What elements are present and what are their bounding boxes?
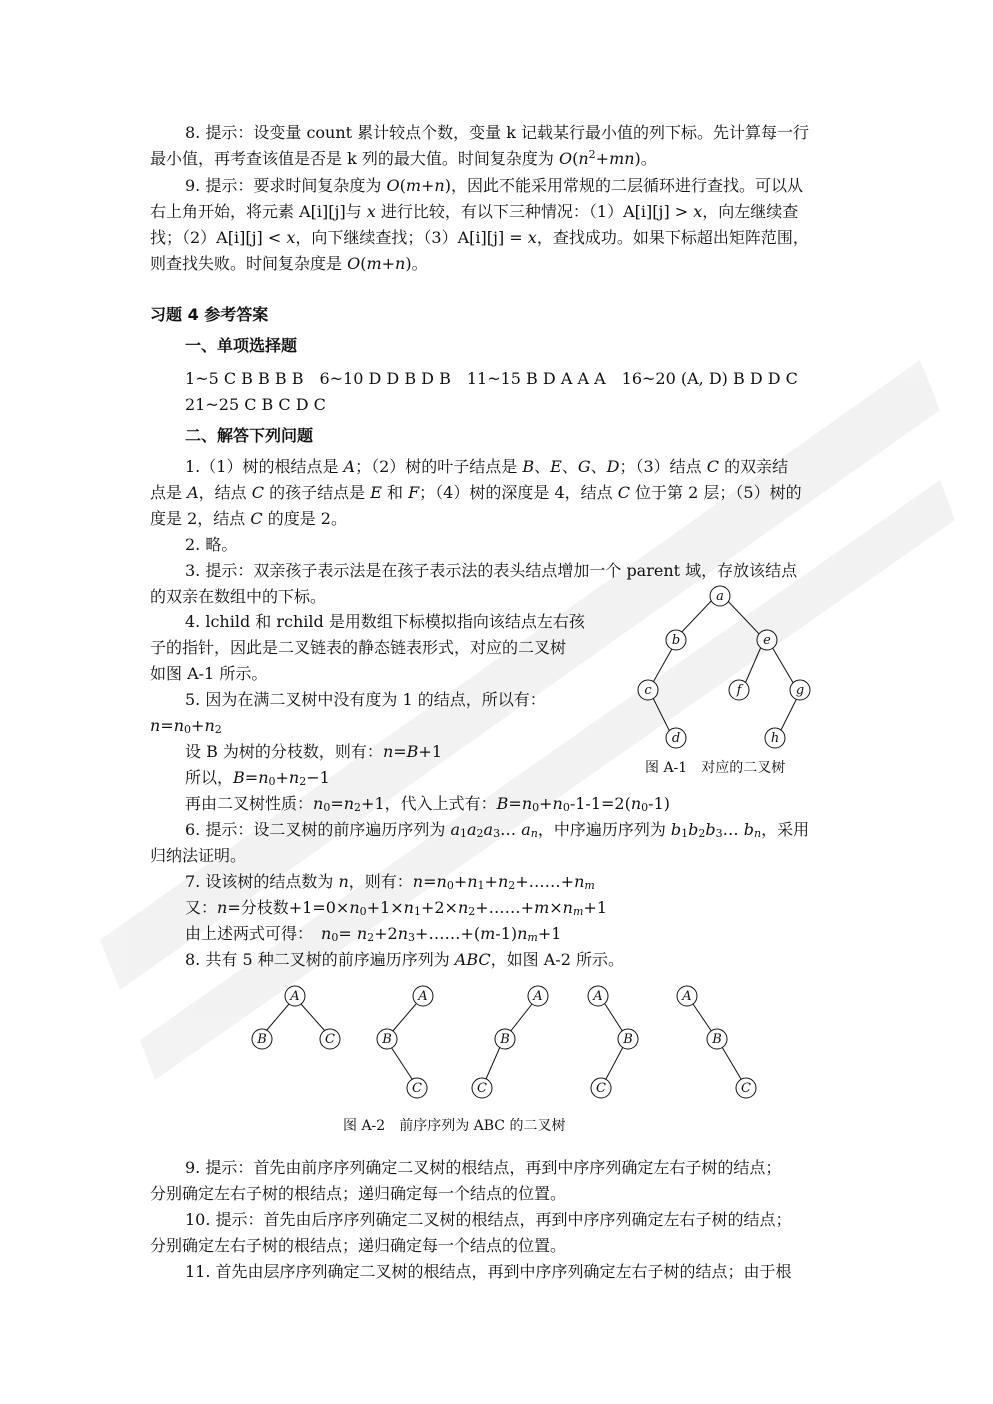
edge-e-f [744, 647, 761, 686]
tree-4 [588, 986, 638, 1098]
line-q5-e: 再由二叉树性质：$n_0=n_2+1$，代入上式有：$B=n_0+n_0-1-1=2(n_0-1)$ [185, 794, 670, 814]
node-a-label: a [716, 589, 724, 604]
line-q9-hint-3: 找；（2）A[i][j] < x，向下继续查找；（3）A[i][j] = x，查找成功。如果下标超出矩阵范围， [150, 228, 809, 247]
line-q1-c: 度是 2，结点 C 的度是 2。 [150, 509, 347, 528]
tree-5 [677, 986, 756, 1098]
edge-a-b [677, 597, 715, 637]
figure-a1-caption: 图 A-1 对应的二叉树 [645, 760, 786, 776]
tree-3 [472, 986, 548, 1098]
figure-a1-binary-tree [620, 582, 830, 752]
line-q10-b: 分别确定左右子树的根结点；递归确定每一个结点的位置。 [150, 1236, 567, 1255]
line-q5-c: 设 B 为树的分枝数，则有：n=B+1 [185, 742, 443, 761]
line-q7-a: 7. 设该树的结点数为 n，则有：$n=n_0+n_1+n_2+\dots\dots+n_m$ [185, 872, 595, 892]
tree2-node-a: A [418, 989, 428, 1004]
edge-e-g [772, 647, 795, 686]
node-a [710, 586, 730, 606]
line-q1-b: 点是 A，结点 C 的孩子结点是 E 和 F；（4）树的深度是 4，结点 C 位于第 2 层；（5）树的 [150, 483, 802, 502]
line-q9-hint-4: 则查找失败。时间复杂度是 O(m+n)。 [150, 254, 428, 273]
node-g-label: g [795, 683, 805, 698]
section-questions-heading: 二、解答下列问题 [185, 426, 314, 445]
node-d [666, 728, 686, 748]
node-h-label: h [770, 731, 780, 746]
edge-a-e [724, 597, 762, 637]
line-q5-a: 5. 因为在满二叉树中没有度为 1 的结点，所以有： [185, 690, 546, 709]
tree2-node-b: B [382, 1032, 392, 1047]
tree1-node-c: C [325, 1032, 335, 1047]
line-q2: 2. 略。 [185, 535, 238, 554]
node-f [729, 680, 749, 700]
line-q1-a: 1.（1）树的根结点是 A；（2）树的叶子结点是 B、E、G、D；（3）结点 C 的双亲结 [185, 457, 789, 476]
tree1-node-a: A [290, 989, 300, 1004]
section-single-choice-heading: 一、单项选择题 [185, 336, 298, 355]
tree5-node-b: B [712, 1032, 722, 1047]
tree-2 [377, 986, 433, 1098]
line-q8-hint-1: 8. 提示：设变量 count 累计较点个数，变量 k 记载某行最小值的列下标。先计算每一行 [185, 123, 810, 142]
node-e [757, 630, 777, 650]
tree4-node-a: A [593, 989, 603, 1004]
node-c-label: c [644, 683, 652, 698]
tree-1 [252, 986, 340, 1049]
line-q8-hint-2: 最小值，再考查该值是否是 k 列的最大值。时间复杂度为 $O(n^2+mn)$。 [150, 148, 657, 168]
line-q9-a: 9. 提示：首先由前序序列确定二叉树的根结点，再到中序序列确定左右子树的结点； [185, 1158, 782, 1177]
line-q9-hint-1: 9. 提示：要求时间复杂度为 O(m+n)，因此不能采用常规的二层循环进行查找。可以从 [185, 176, 803, 195]
node-g [790, 680, 810, 700]
line-q7-b: 又：n=分枝数$+1=0\times n_0+1\times n_1+2\times n_2+\dots\dots+m\times n_m+1$ [185, 898, 607, 918]
node-b-label: b [671, 633, 681, 648]
line-q8: 8. 共有 5 种二叉树的前序遍历序列为 ABC，如图 A-2 所示。 [185, 950, 624, 969]
tree2-node-c: C [412, 1081, 422, 1096]
answer-line-2: 21~25 C B C D C [185, 395, 326, 414]
tree4-node-b: B [623, 1032, 633, 1047]
line-q9-b: 分别确定左右子树的根结点；递归确定每一个结点的位置。 [150, 1184, 567, 1203]
line-q9-hint-2: 右上角开始，将元素 A[i][j]与 x 进行比较，有以下三种情况：（1）A[i][j] > x，向左继续查 [150, 202, 799, 221]
tree5-node-c: C [741, 1081, 751, 1096]
line-q4-a: 4. lchild 和 rchild 是用数组下标模拟指向该结点左右孩 [185, 612, 585, 631]
line-q7-c: 由上述两式可得： $n_0=$ $n_2+2n_3+\dots\dots+(m-1)n_m+1$ [185, 924, 562, 944]
line-q3-b: 的双亲在数组中的下标。 [150, 587, 327, 606]
edge-b-c [651, 647, 673, 686]
node-b [666, 630, 686, 650]
exercise-4-heading: 习题 4 参考答案 [150, 305, 269, 324]
tree3-node-c: C [477, 1081, 487, 1096]
node-c [638, 680, 658, 700]
figure-a2-binary-trees [240, 983, 770, 1105]
line-q6-a: 6. 提示：设二叉树的前序遍历序列为 $a_1a_2a_3\dots$ $a_n$，中序遍历序列为 $b_1b_2b_3\dots$ $b_n$，采用 [185, 820, 810, 840]
line-q5-d: 所以，$B=n_0+n_2-1$ [185, 768, 330, 788]
tree3-node-a: A [533, 989, 543, 1004]
node-f-label: f [736, 683, 742, 698]
node-h [765, 728, 785, 748]
answer-line-1: 1~5 C B B B B 6~10 D D B D B 11~15 B D A A A 16~20 (A, D) B D D C [185, 369, 798, 388]
tree3-node-b: B [500, 1032, 510, 1047]
node-d-label: d [671, 731, 681, 746]
tree1-node-b: B [257, 1032, 267, 1047]
line-q3-a: 3. 提示：双亲孩子表示法是在孩子表示法的表头结点增加一个 parent 域，存放该结点 [185, 561, 798, 580]
line-q11-a: 11. 首先由层序序列确定二叉树的根结点，再到中序序列确定左右子树的结点；由于根 [185, 1262, 792, 1281]
tree5-node-a: A [682, 989, 692, 1004]
tree4-node-c: C [596, 1081, 606, 1096]
figure-a2-caption: 图 A-2 前序序列为 ABC 的二叉树 [343, 1118, 566, 1134]
line-q6-b: 归纳法证明。 [150, 846, 247, 865]
line-q5-b: $n=n_0+n_2$ [150, 716, 222, 736]
line-q4-c: 如图 A-1 所示。 [150, 664, 268, 683]
node-e-label: e [763, 633, 771, 648]
line-q10-a: 10. 提示：首先由后序序列确定二叉树的根结点，再到中序序列确定左右子树的结点； [185, 1210, 792, 1229]
line-q4-b: 子的指针，因此是二叉链表的静态链表形式，对应的二叉树 [150, 638, 567, 657]
